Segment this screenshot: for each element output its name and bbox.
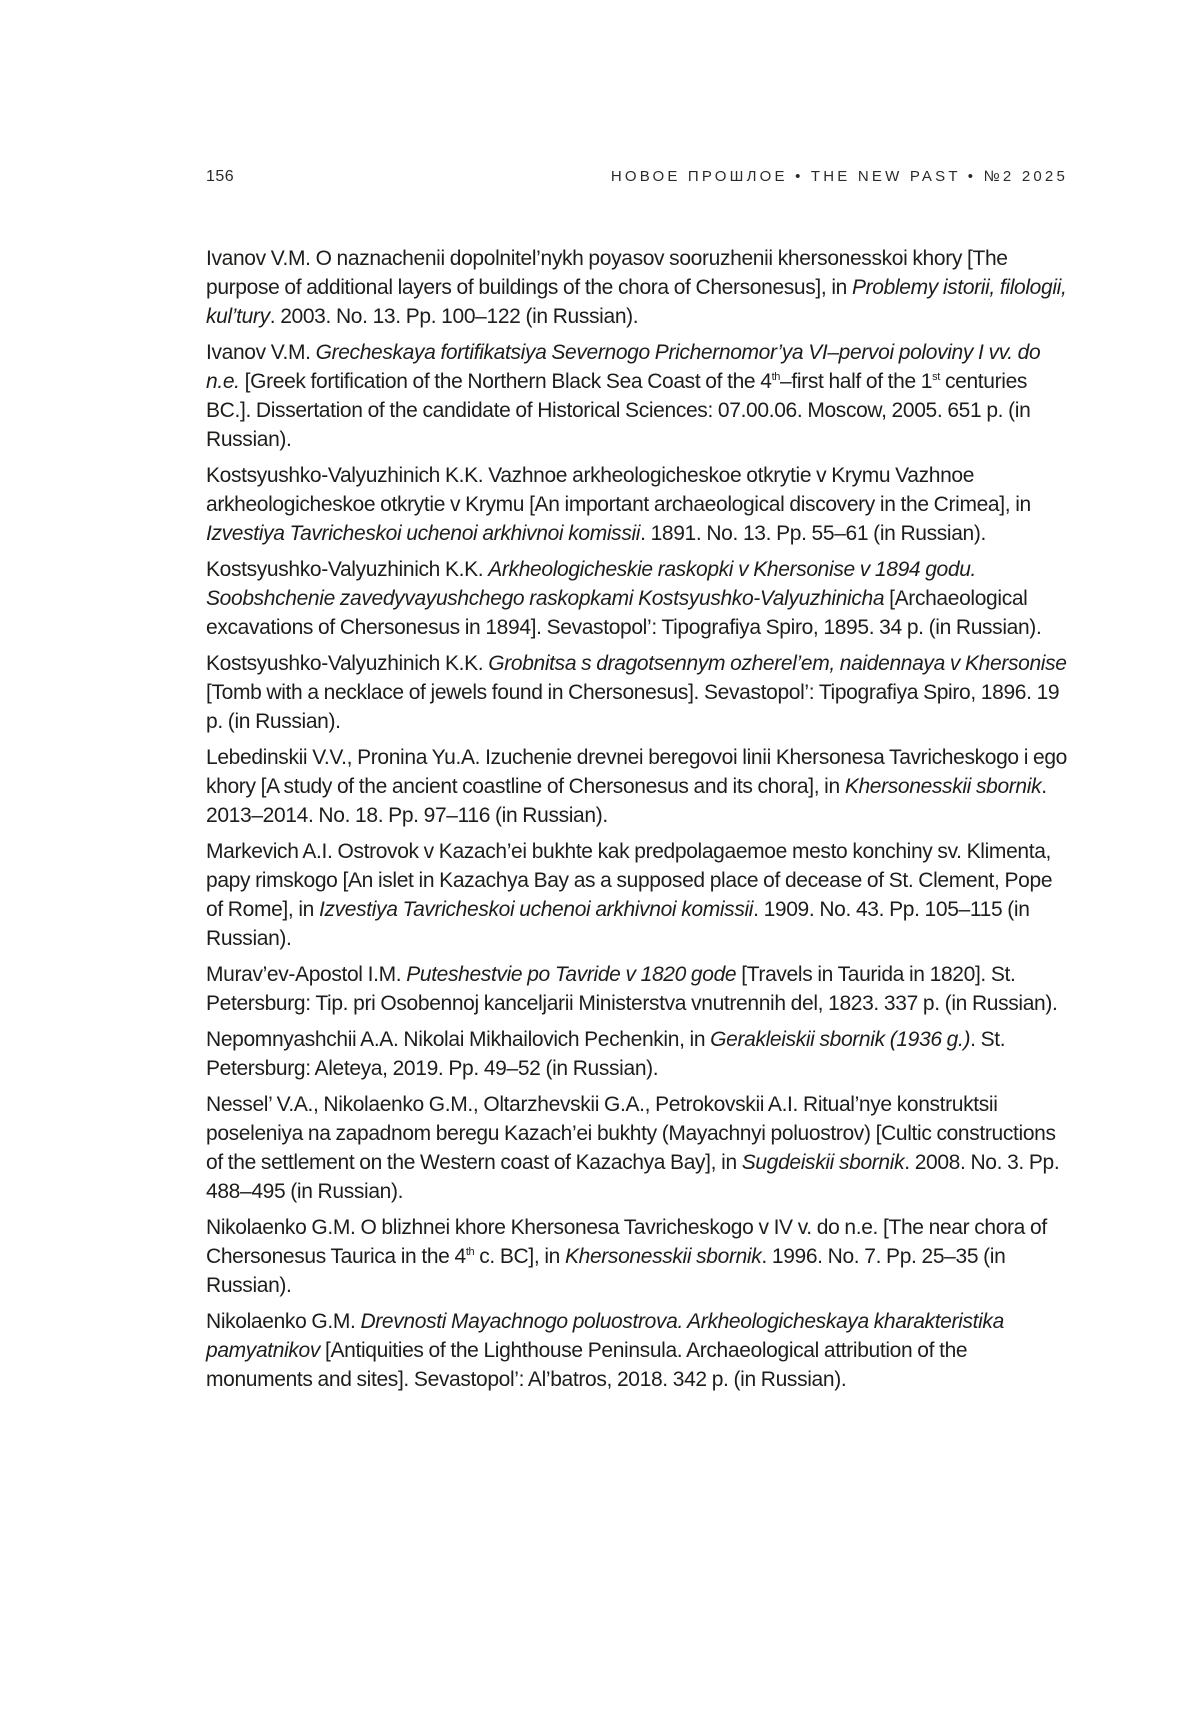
reference-title-italic: Izvestiya Tavricheskoi uchenoi arkhivnoi komissii (206, 522, 640, 545)
reference-entry (206, 555, 1070, 642)
reference-text: [Greek fortification of the Northern Black Sea Coast of the 4 (240, 370, 772, 393)
reference-entry (206, 960, 1070, 1018)
reference-entry (206, 244, 1070, 331)
ordinal-superscript: st (932, 371, 940, 383)
page-number: 156 (206, 168, 234, 186)
reference-list (206, 244, 1070, 1401)
reference-text: [Travels in Taurida in 1820]. St. Petersburg: Tip. pri Osobennoj kanceljarii Ministerstva vnutrennih del, 1823. 337 p. (in Russian). (206, 963, 1058, 1015)
reference-text: Nikolaenko G.M. O blizhnei khore Khersonesa Tavricheskogo v IV v. do n.e. [The near chora of Chersonesus Taurica in the 4 (206, 1216, 1047, 1268)
reference-text: . 1909. No. 43. Pp. 105–115 (in Russian). (206, 898, 1030, 950)
ordinal-superscript: th (466, 1246, 474, 1258)
ordinal-superscript: th (772, 371, 780, 383)
reference-title-italic: Gerakleiskii sbornik (1936 g.) (710, 1028, 970, 1051)
reference-text: . 1891. No. 13. Pp. 55–61 (in Russian). (640, 522, 986, 545)
reference-text: Nepomnyashchii A.A. Nikolai Mikhailovich Pechenkin, in (206, 1028, 710, 1051)
reference-text: centuries BC.]. Dissertation of the candidate of Historical Sciences: 07.00.06. Moscow, 2005. 651 p. (in Russian). (206, 370, 1030, 451)
reference-text: Ivanov V.M. (206, 341, 316, 364)
reference-entry (206, 837, 1070, 953)
reference-entry (206, 649, 1070, 736)
reference-text: . 2013–2014. No. 18. Pp. 97–116 (in Russian). (206, 775, 1047, 827)
reference-entry (206, 1213, 1070, 1300)
reference-text: [Antiquities of the Lighthouse Peninsula. Archaeological attribution of the monuments and sites]. Sevastopol’: Al’batros, 2018. 342 p. (in Russian). (206, 1339, 967, 1391)
reference-title-italic: Grobnitsa s dragotsennym ozherel’em, naidennaya v Khersonise (488, 652, 1066, 675)
reference-text: Kostsyushko-Valyuzhinich K.K. (206, 558, 488, 581)
reference-text: . 2008. No. 3. Pp. 488–495 (in Russian). (206, 1151, 1059, 1203)
reference-title-italic: Drevnosti Mayachnogo poluostrova. Arkheologicheskaya kharakteristika pamyatnikov (206, 1310, 1004, 1362)
reference-title-italic: Problemy istorii, filologii, kul’tury (206, 276, 1066, 328)
reference-text: [Tomb with a necklace of jewels found in Chersonesus]. Sevastopol’: Tipografiya Spiro, 1896. 19 p. (in Russian). (206, 681, 1059, 733)
reference-title-italic: Grecheskaya fortifikatsiya Severnogo Prichernomor’ya VI–pervoi poloviny I vv. do n.e. (206, 341, 1040, 393)
reference-text: [Archaeological excavations of Chersonesus in 1894]. Sevastopol’: Tipografiya Spiro, 1895. 34 p. (in Russian). (206, 587, 1041, 639)
reference-entry (206, 743, 1070, 830)
reference-entry (206, 461, 1070, 548)
reference-text: Kostsyushko-Valyuzhinich K.K. (206, 652, 488, 675)
reference-entry (206, 338, 1070, 454)
reference-text: . 2003. No. 13. Pp. 100–122 (in Russian). (270, 305, 639, 328)
reference-title-italic: Sugdeiskii sbornik (742, 1151, 904, 1174)
reference-text: Lebedinskii V.V., Pronina Yu.A. Izuchenie drevnei beregovoi linii Khersonesa Tavricheskogo i ego khory [A study of the ancient coastline of Chersonesus and its chora], in (206, 746, 1067, 798)
reference-title-italic: Arkheologicheskie raskopki v Khersonise v 1894 godu. Soobshchenie zavedyvayushchego raskopkami Kostsyushko-Valyuzhinicha (206, 558, 976, 610)
reference-text: –first half of the 1 (780, 370, 932, 393)
reference-title-italic: Khersonesskii sbornik (845, 775, 1041, 798)
reference-text: . St. Petersburg: Aleteya, 2019. Pp. 49–52 (in Russian). (206, 1028, 1005, 1080)
reference-title-italic: Khersonesskii sbornik (565, 1245, 761, 1268)
reference-entry (206, 1025, 1070, 1083)
reference-title-italic: Izvestiya Tavricheskoi uchenoi arkhivnoi komissii (319, 898, 753, 921)
running-title: НОВОЕ ПРОШЛОЕ • THE NEW PAST • №2 2025 (611, 168, 1068, 185)
reference-text: Murav’ev-Apostol I.M. (206, 963, 406, 986)
reference-text: Kostsyushko-Valyuzhinich K.K. Vazhnoe arkheologicheskoe otkrytie v Krymu Vazhnoe arkheologicheskoe otkrytie v Krymu [An important archaeological discovery in the Crimea], in (206, 464, 1031, 516)
reference-text: Nikolaenko G.M. (206, 1310, 360, 1333)
reference-text: Nessel’ V.A., Nikolaenko G.M., Oltarzhevskii G.A., Petrokovskii A.I. Ritual’nye konstruktsii poseleniya na zapadnom beregu Kazach’ei bukhty (Mayachnyi poluostrov) [Cultic constructions of the settlement on the Western coast of Kazachya Bay], in (206, 1093, 1056, 1174)
reference-title-italic: Puteshestvie po Tavride v 1820 gode (406, 963, 736, 986)
reference-entry (206, 1090, 1070, 1206)
reference-text: c. BC], in (474, 1245, 565, 1268)
reference-entry (206, 1307, 1070, 1394)
reference-text: . 1996. No. 7. Pp. 25–35 (in Russian). (206, 1245, 1005, 1297)
reference-text: Ivanov V.M. O naznachenii dopolnitel’nykh poyasov sooruzhenii khersonesskoi khory [The purpose of additional layers of buildings of the chora of Chersonesus], in (206, 247, 1008, 299)
reference-text: Markevich A.I. Ostrovok v Kazach’ei bukhte kak predpolagaemoe mesto konchiny sv. Klimenta, papy rimskogo [An islet in Kazachya Bay as a supposed place of decease of St. Clement, Pope of Rome], in (206, 840, 1052, 921)
